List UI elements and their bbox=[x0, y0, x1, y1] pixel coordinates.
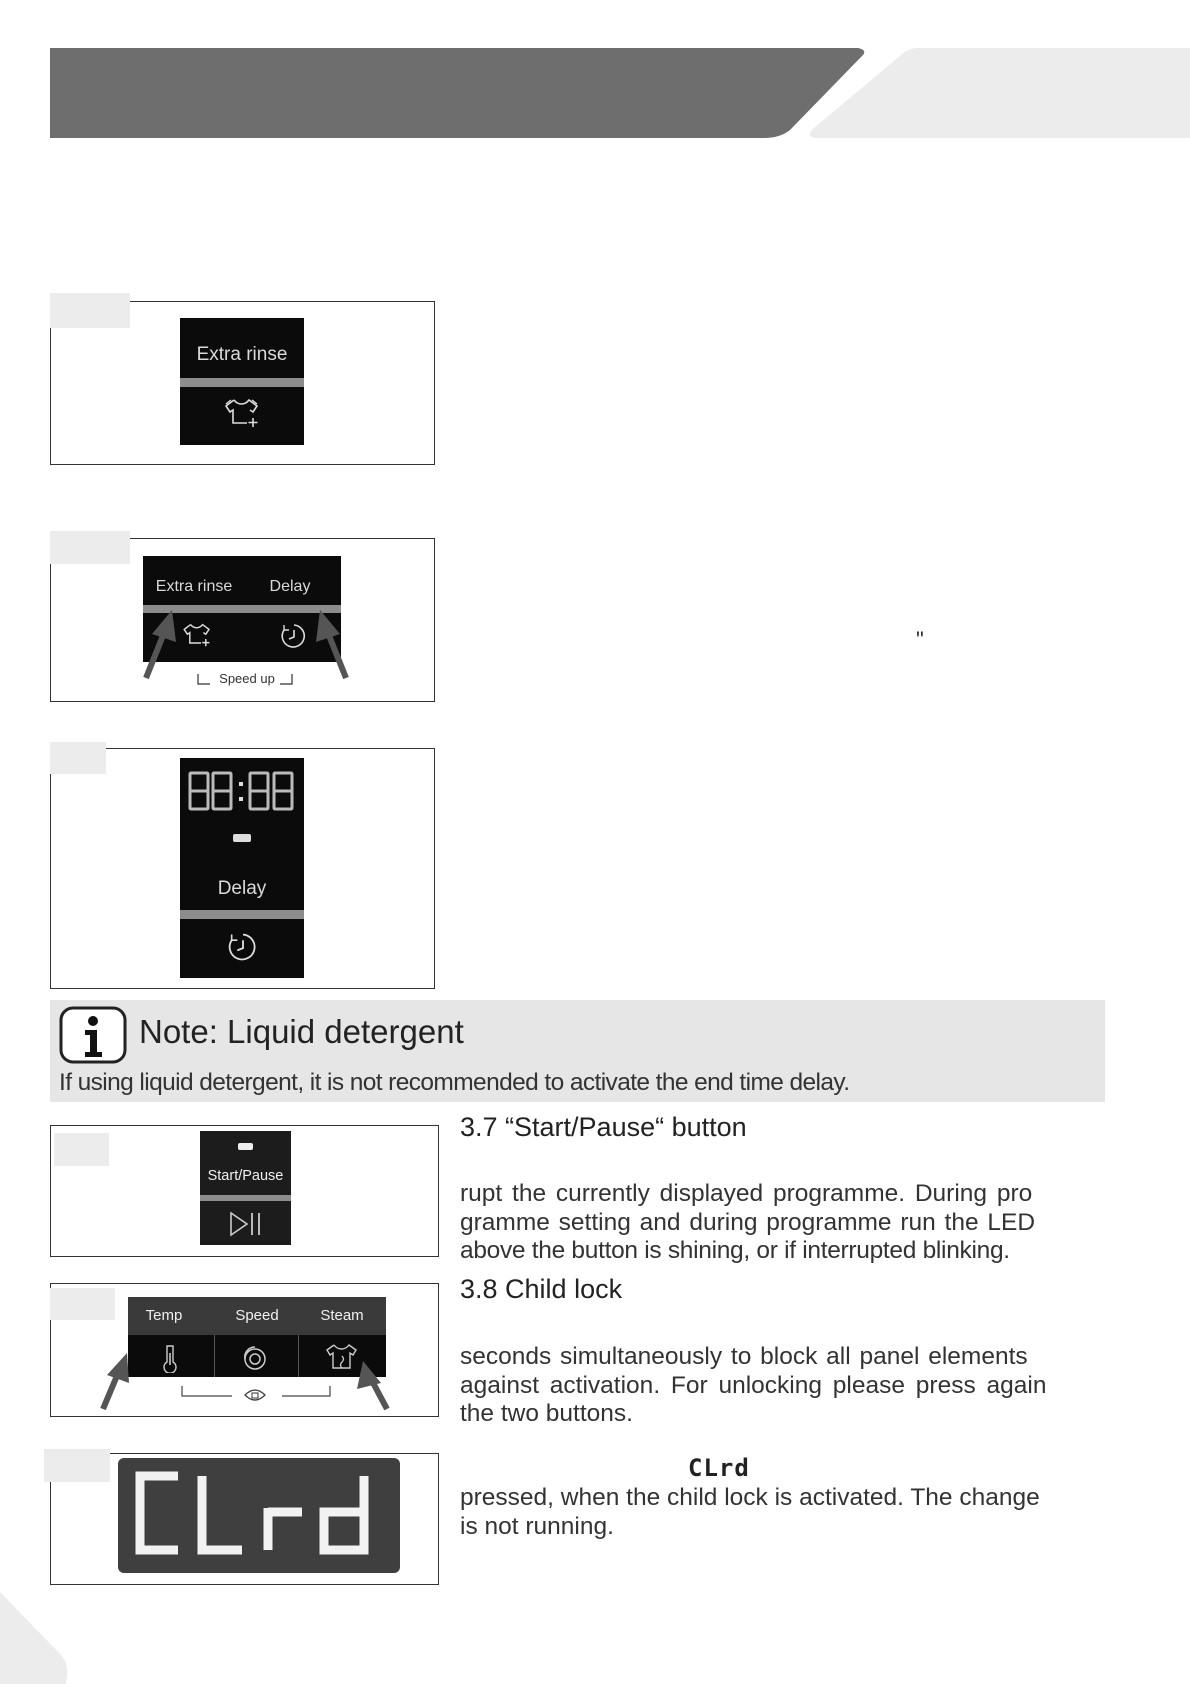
figure-tag bbox=[44, 1449, 110, 1482]
clock-icon[interactable] bbox=[226, 930, 260, 964]
led-indicator bbox=[238, 1143, 253, 1150]
figure-tag bbox=[50, 742, 106, 774]
time-display bbox=[188, 770, 296, 814]
note-text: If using liquid detergent, it is not recommended to activate the end time delay. bbox=[59, 1069, 850, 1096]
speed-label: Speed bbox=[235, 1307, 279, 1324]
section-3-8-heading: 3.8 Child lock bbox=[460, 1274, 623, 1304]
lock-icon bbox=[242, 1385, 268, 1405]
note-box bbox=[50, 1000, 1105, 1102]
delay-label: Delay bbox=[269, 578, 311, 595]
stray-quote-mark: " bbox=[916, 627, 924, 652]
arrow-left-icon bbox=[103, 1353, 129, 1409]
info-icon bbox=[58, 1005, 128, 1065]
note-title: Note: Liquid detergent bbox=[139, 1013, 464, 1050]
clrd-display bbox=[118, 1458, 400, 1573]
extra-rinse-panel bbox=[180, 318, 304, 445]
arrow-right-icon bbox=[357, 1361, 387, 1409]
extra-rinse-label: Extra rinse bbox=[155, 578, 233, 595]
section-3-7-heading: 3.7 “Start/Pause“ button bbox=[460, 1112, 747, 1142]
figure-tag bbox=[50, 1288, 115, 1320]
section-3-7-text: rupt the currently displayed programme. During pro gramme setting and during programme run the LED above the button is shining, or if interrupted blinking. bbox=[460, 1180, 1036, 1264]
speed-up-label: Speed up bbox=[219, 671, 275, 686]
shirt-plus-icon[interactable] bbox=[222, 396, 262, 430]
led-indicator bbox=[233, 834, 251, 842]
play-pause-icon[interactable] bbox=[228, 1209, 264, 1239]
extra-rinse-label: Extra rinse bbox=[196, 344, 288, 365]
section-3-8-text: seconds simultaneously to block all panel elements against activation. For unlocking please press again the two buttons. bbox=[460, 1343, 1047, 1427]
corner-tab bbox=[0, 1590, 70, 1684]
header-bar bbox=[50, 48, 864, 138]
delay-panel bbox=[180, 758, 304, 978]
figure-tag bbox=[50, 293, 130, 328]
header-tab bbox=[810, 48, 1190, 138]
section-3-8-continued-text: pressed, when the child lock is activated. The change is not running. bbox=[460, 1484, 1040, 1540]
figure-tag bbox=[54, 1133, 109, 1166]
steam-label: Steam bbox=[320, 1307, 364, 1324]
temp-label: Temp bbox=[145, 1307, 183, 1324]
clrd-inline-code: CLrd bbox=[688, 1454, 750, 1482]
page-header bbox=[0, 0, 1190, 150]
start-pause-panel bbox=[200, 1131, 291, 1245]
arrow-right-icon bbox=[316, 610, 346, 678]
arrow-left-icon bbox=[146, 610, 176, 678]
clrd-segment-text bbox=[132, 1468, 386, 1558]
delay-label: Delay bbox=[217, 878, 267, 899]
start-pause-label: Start/Pause bbox=[207, 1168, 284, 1184]
figure-tag bbox=[50, 531, 130, 564]
